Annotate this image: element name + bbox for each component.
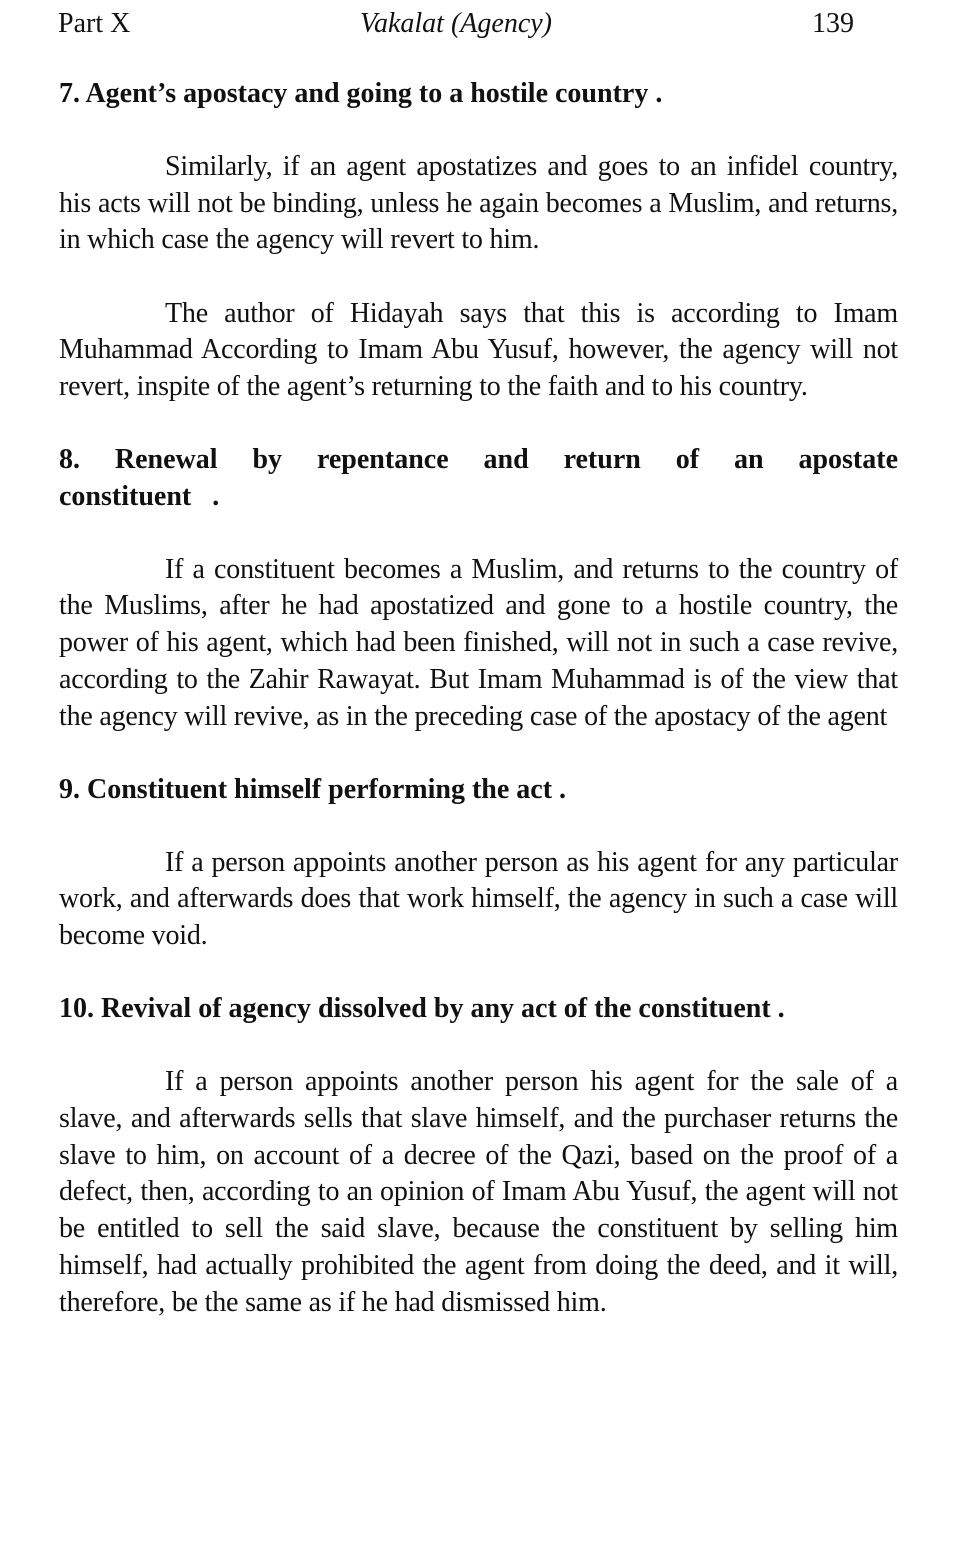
page-number: 139 — [812, 8, 854, 39]
section-8-paragraph-1: If a constituent becomes a Muslim, and returns to the country of the Muslims, after he had apostatized and gone to a hostile country, the power of his agent, which had been finished, will not in such a case revive, according to the Zahir Rawayat. But Imam Muhammad is of the view that the agency will revive, as in the preceding case of the apostacy of the agent — [59, 553, 898, 732]
page-body — [59, 76, 898, 1321]
section-9-heading: 9. Constituent himself performing the act . — [59, 773, 567, 805]
section-7-heading: 7. Agent’s apostacy and going to a hostile country . — [59, 78, 663, 109]
part-label: Part X — [58, 8, 131, 39]
section-10-paragraph-1: If a person appoints another person his agent for the sale of a slave, and afterwards sells that slave himself, and the purchaser returns the slave to him, on account of a decree of the Qazi, based on the proof of a defect, then, according to an opinion of Imam Abu Yusuf, the agent will not be entitled to sell the said slave, because the constituent by selling him himself, had actually prohibited the agent from doing the deed, and it will, therefore, be the same as if he had dismissed him. — [59, 1066, 898, 1318]
running-title — [58, 4, 854, 44]
section-8-heading: 8. Renewal by repentance and return of an apostate constituent . — [59, 444, 898, 512]
section-7-paragraph-1: Similarly, if an agent apostatizes and goes to an infidel country, his acts will not be binding, unless he again becomes a Muslim, and returns, in which case the agency will revert to him. — [59, 151, 898, 256]
section-9-paragraph-1: If a person appoints another person as his agent for any particular work, and afterwards does that work himself, the agency in such a case will become void. — [59, 846, 898, 952]
section-7-paragraph-2: The author of Hidayah says that this is according to Imam Muhammad According to Imam Abu Yusuf, however, the agency will not revert, inspite of the agent’s returning to the faith and to his country. — [59, 297, 898, 403]
page-header — [58, 4, 854, 44]
running-title-main: Vakalat — [359, 8, 444, 39]
section-10-heading: 10. Revival of agency dissolved by any act of the constituent . — [59, 993, 785, 1025]
running-title-paren: (Agency) — [450, 8, 553, 39]
